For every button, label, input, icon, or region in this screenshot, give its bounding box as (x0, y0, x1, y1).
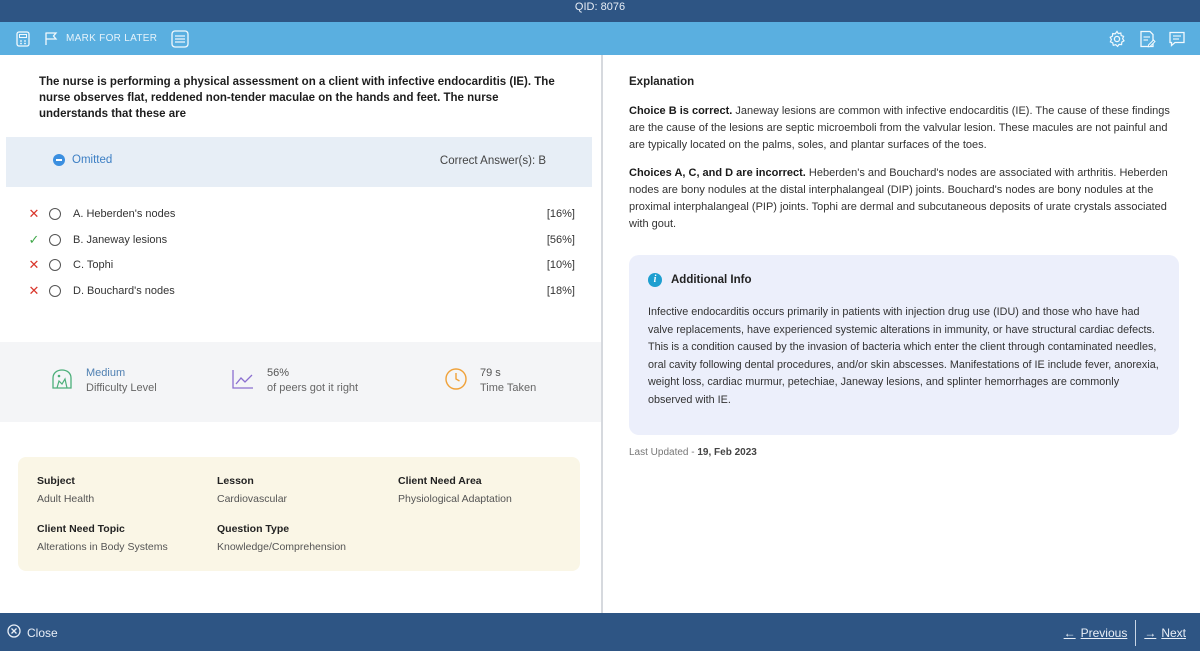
trend-chart-icon (231, 368, 255, 393)
question-metadata-card (18, 457, 580, 571)
client-need-area-value: Physiological Adaptation (398, 493, 512, 505)
omitted-status (53, 154, 112, 166)
choice-d[interactable] (27, 282, 575, 300)
difficulty-stat (50, 367, 157, 394)
nav-separator (1135, 620, 1136, 646)
client-need-area-label: Client Need Area (398, 475, 482, 487)
correct-answer-label: Correct Answer(s): B (439, 155, 546, 167)
flag-icon (44, 31, 58, 46)
question-navigation (1058, 618, 1192, 648)
radio-button[interactable] (49, 208, 61, 220)
arrow-right-icon: → (1144, 626, 1157, 640)
previous-label: Previous (1080, 626, 1128, 640)
next-button[interactable] (1138, 626, 1192, 640)
close-button[interactable] (7, 624, 58, 641)
peers-stat (231, 367, 358, 394)
explanation-title: Explanation (629, 76, 695, 88)
client-need-topic-field (37, 523, 168, 553)
incorrect-choices-text: Heberden's and Bouchard's nodes are associated with arthritis. Heberden nodes are bony nodules at the distal interphalangeal (DIP) joints. Bouchard's nodes are bony nodules at the proximal interphalangeal (PIP) joints. Tophi are dermal and subcutaneous deposits of urate crystals associated with gout. (629, 167, 1168, 230)
choice-percent: [16%] (546, 208, 575, 220)
client-need-topic-label: Client Need Topic (37, 523, 125, 535)
additional-info-header (648, 273, 751, 287)
question-type-field (217, 523, 346, 553)
incorrect-icon: ✕ (28, 283, 40, 298)
explanation-correct-paragraph (629, 103, 1174, 154)
last-updated-date: 19, Feb 2023 (697, 447, 757, 458)
toolbar-right (1108, 22, 1186, 55)
mark-for-later-button[interactable] (44, 31, 157, 46)
lesson-value: Cardiovascular (217, 493, 288, 505)
subject-value: Adult Health (37, 493, 95, 505)
incorrect-choices-heading: Choices A, C, and D are incorrect. (629, 167, 806, 179)
difficulty-caption: Difficulty Level (86, 382, 157, 394)
correct-choice-heading: Choice B is correct. (629, 105, 733, 117)
choice-b[interactable] (27, 231, 575, 249)
toolbar-left (16, 22, 189, 55)
answer-status-band (6, 137, 592, 187)
omitted-label: Omitted (72, 154, 113, 166)
subject-field (37, 475, 94, 505)
time-stat (444, 367, 536, 394)
question-text: The nurse is performing a physical assessment on a client with infective endocarditis (IE). The nurse observes flat, reddened non-tender maculae on the hands and feet. The nurse understands that these are (39, 76, 555, 120)
calculator-icon[interactable] (16, 31, 30, 47)
choice-label: D. Bouchard's nodes (73, 285, 175, 297)
mark-for-later-label: MARK FOR LATER (66, 33, 158, 44)
choice-percent: [10%] (546, 259, 575, 271)
subject-label: Subject (37, 475, 75, 487)
last-updated (629, 447, 757, 458)
peers-value: 56% (267, 367, 290, 379)
time-value: 79 s (480, 367, 501, 379)
notes-icon[interactable] (1138, 30, 1156, 48)
radio-button[interactable] (49, 234, 61, 246)
toolbar (0, 22, 1200, 55)
feedback-icon[interactable] (1168, 30, 1186, 48)
next-label: Next (1161, 626, 1186, 640)
choice-label: A. Heberden's nodes (73, 208, 176, 220)
lesson-field (217, 475, 287, 505)
incorrect-icon: ✕ (28, 257, 40, 272)
top-bar (0, 0, 1200, 22)
close-label: Close (27, 625, 58, 640)
additional-info-text: Infective endocarditis occurs primarily in patients with injection drug use (IDU) and those who have had valve replacements, have experienced systemic alterations in immunity, or have structural cardiac defects. This is a condition caused by the invasion of bacteria which enter the client through contaminated needles, oral cavity following dental procedures, and/or skin abscesses. Manifestations of IE include fever, anorexia, weight loss, cardiac murmur, petechiae, Janeway lesions, and splinter hemorrhages are commonly observed with IE. (648, 306, 1159, 406)
peers-caption: of peers got it right (267, 382, 359, 394)
additional-info-box (629, 255, 1179, 435)
info-icon: i (648, 273, 662, 287)
clock-icon (444, 367, 468, 394)
correct-choice-text: Janeway lesions are common with infective endocarditis (IE). The cause of these findings are the cause of the lesions are septic microemboli from the valvular lesion. These macules are not painful and are typically located on the palms, soles, and plantar surfaces of the toes. (629, 105, 1170, 151)
radio-button[interactable] (49, 285, 61, 297)
choice-c[interactable] (27, 256, 575, 274)
radio-button[interactable] (49, 259, 61, 271)
previous-button[interactable] (1058, 626, 1134, 640)
choice-label: C. Tophi (73, 259, 114, 271)
choice-percent: [56%] (546, 234, 575, 246)
omitted-icon (53, 154, 65, 166)
last-updated-label: Last Updated - (629, 447, 698, 458)
arrow-left-icon: ← (1063, 626, 1076, 640)
client-need-area-field (398, 475, 512, 505)
settings-icon[interactable] (1108, 30, 1126, 48)
client-need-topic-value: Alterations in Body Systems (37, 541, 168, 553)
additional-info-title: Additional Info (671, 274, 752, 286)
qid-label: QID: 8076 (574, 1, 626, 13)
explanation-incorrect-paragraph (629, 165, 1174, 233)
time-caption: Time Taken (480, 382, 537, 394)
question-pane (0, 55, 601, 613)
incorrect-icon: ✕ (28, 206, 40, 221)
difficulty-value: Medium (86, 367, 126, 379)
explanation-pane (603, 55, 1200, 613)
correct-check-icon: ✓ (28, 232, 40, 247)
close-circle-icon (7, 624, 21, 641)
bottom-bar (0, 613, 1200, 651)
choice-percent: [18%] (546, 285, 575, 297)
choice-label: B. Janeway lesions (73, 234, 168, 246)
difficulty-icon (50, 368, 74, 393)
question-type-label: Question Type (217, 523, 290, 535)
lesson-label: Lesson (217, 475, 254, 487)
choice-a[interactable] (27, 205, 575, 223)
list-icon[interactable] (171, 30, 189, 48)
question-type-value: Knowledge/Comprehension (217, 541, 346, 553)
stats-band (0, 342, 601, 422)
